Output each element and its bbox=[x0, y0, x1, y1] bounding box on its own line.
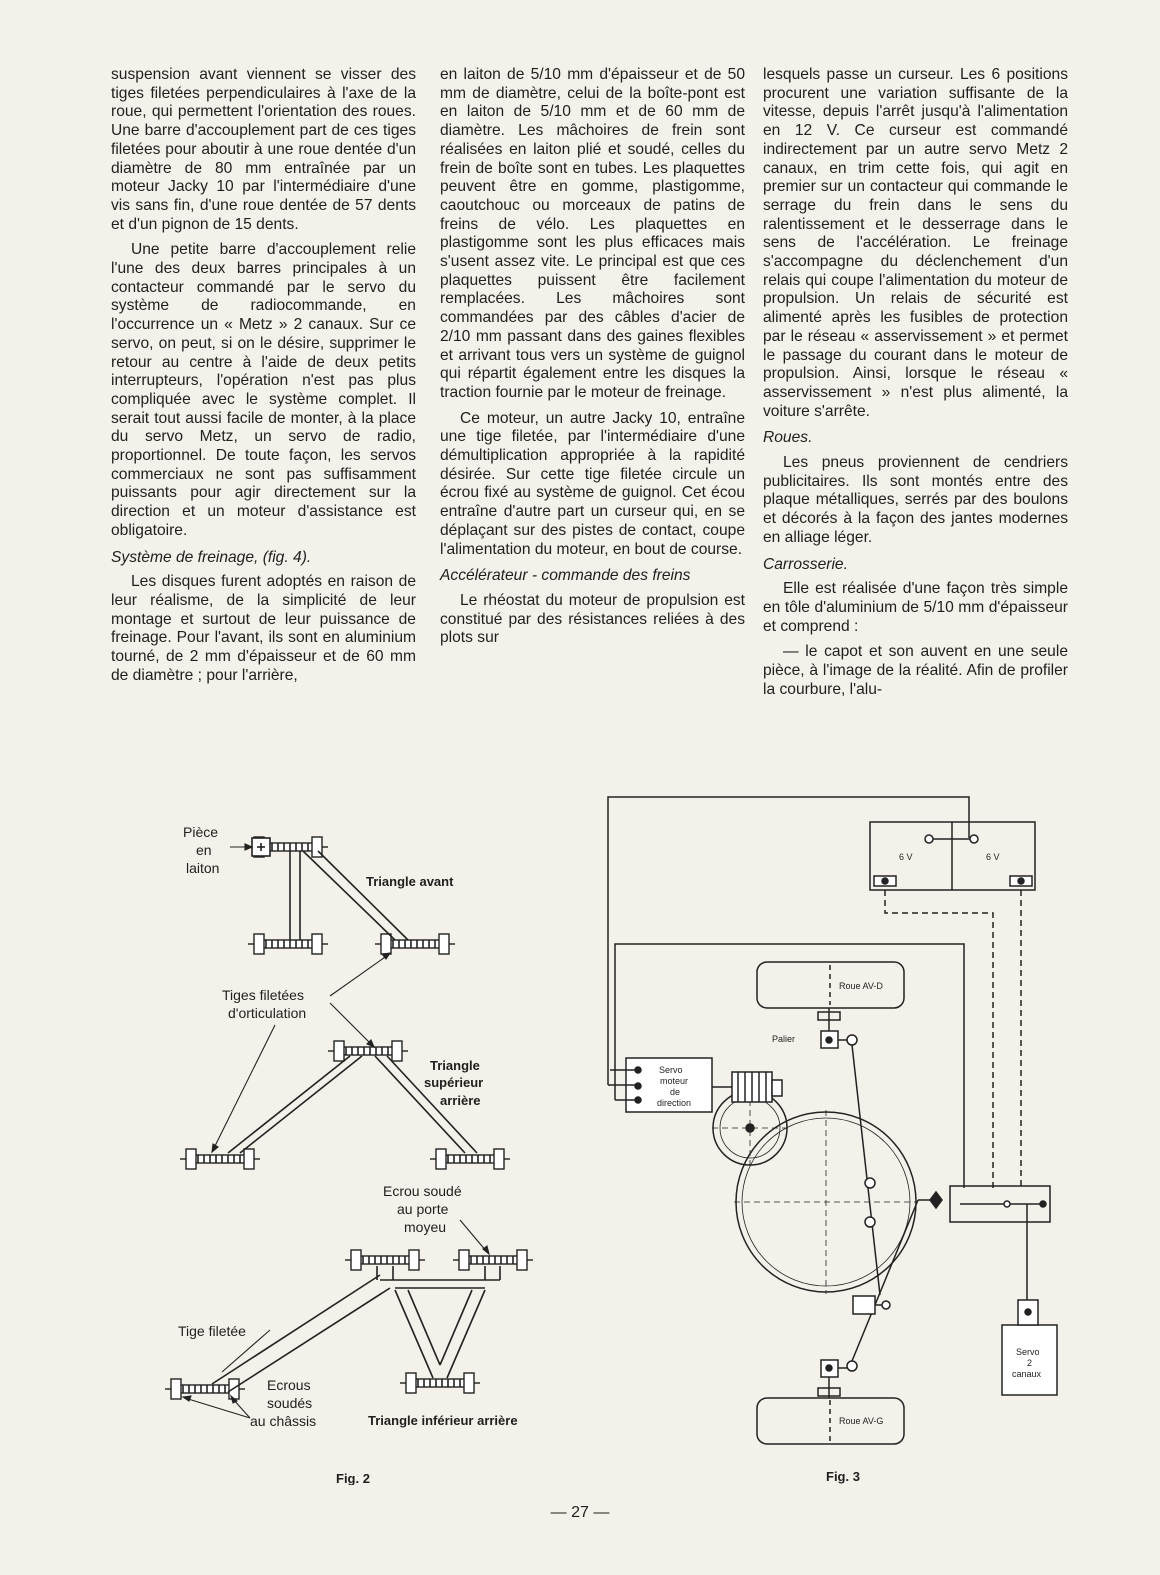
paragraph: suspension avant viennent se visser des tiges filetées perpendiculaires à l'axe de la roue, qui permettent l'orientation des roues. Une barre d'accouplement part de ces tiges filetées pour aboutir à une roue dentée d'un diamètre de 80 mm entraînée par un moteur Jacky 10 par l'intermédiaire d'une vis sans fin, d'une roue dentée de 57 dents et d'un pignon de 15 dents. bbox=[111, 66, 416, 233]
label-piece: en bbox=[196, 842, 212, 858]
label-triangle-sup: Triangle bbox=[430, 1058, 480, 1073]
label-triangle-sup: arrière bbox=[440, 1093, 481, 1108]
label-triangle-sup: supérieur bbox=[424, 1075, 484, 1090]
label-roue-avd: Roue AV-D bbox=[839, 981, 883, 991]
label-servo-2: Servo bbox=[1016, 1347, 1040, 1357]
paragraph: Les disques furent adoptés en raison de leur réalisme, de la simplicité de leur montage et surtout de leur puissance de freinage. Pour l'avant, ils sont en aluminium tourné, de 2 mm d'épaisseur et de 60 mm de diamètre ; pour l'arrière, bbox=[111, 573, 416, 684]
fig3-diagram bbox=[608, 797, 1057, 1444]
label-servo-dir: moteur bbox=[660, 1076, 689, 1086]
triangle-avant bbox=[248, 837, 455, 954]
label-piece: Pièce bbox=[183, 824, 219, 840]
label-batt-right: 6 V bbox=[986, 852, 1000, 862]
text-column-2 bbox=[440, 66, 745, 655]
paragraph: — le capot et son auvent en une seule pièce, à l'image de la réalité. Afin de profiler la courbure, l'alu- bbox=[763, 643, 1068, 698]
label-triangle-inf: Triangle inférieur arrière bbox=[368, 1413, 518, 1428]
text-column-1 bbox=[111, 66, 416, 693]
text-column-3 bbox=[763, 66, 1068, 707]
label-ecrou: au porte bbox=[397, 1201, 449, 1217]
label-palier: Palier bbox=[772, 1034, 796, 1044]
label-ecrou: Ecrou soudé bbox=[383, 1183, 462, 1199]
section-heading: Roues. bbox=[763, 429, 813, 447]
section-heading: Système de freinage, (fig. 4). bbox=[111, 548, 312, 566]
section-heading: Accélérateur - commande des freins bbox=[440, 567, 691, 585]
paragraph: lesquels passe un curseur. Les 6 positions procurent une variation suffisante de la vitesse, depuis l'arrêt jusqu'à l'alimentation en 12 V. Ce curseur est commandé indirectement par un autre servo Metz 2 canaux, en trim cette fois, qui agit en premier sur un contacteur qui commande le serrage du frein dans le sens du ralentissement et le desserrage dans le sens de l'accélération. Le freinage s'accompagne du déclenchement d'un relais qui coupe l'alimentation du moteur de propulsion. Un relais de sécurité est alimenté après les fusibles de protection par le réseau « asservissement » et permet le passage du courant dans le moteur de propulsion. Ainsi, lorsque le réseau « asservissement » n'est plus alimenté, la voiture s'arrête. bbox=[763, 66, 1068, 420]
label-batt-left: 6 V bbox=[899, 852, 913, 862]
figures bbox=[0, 785, 1160, 1485]
fig2-diagram bbox=[165, 824, 533, 1485]
page-number: — 27 — bbox=[550, 1504, 610, 1521]
paragraph: Le rhéostat du moteur de propulsion est constitué par des résistances reliées à des plots sur bbox=[440, 591, 745, 647]
label-piece: laiton bbox=[186, 860, 220, 876]
label-triangle-avant: Triangle avant bbox=[366, 874, 454, 889]
label-servo-dir: direction bbox=[657, 1098, 692, 1108]
label-ecrous: Ecrous bbox=[267, 1377, 311, 1393]
label-tiges: d'orticulation bbox=[228, 1005, 307, 1021]
paragraph: Une petite barre d'accouplement relie l'une des deux barres principales à un contacteur commandé par le servo du système de radiocommande, en l'occurrence un « Metz » 2 canaux. Sur ce servo, on peut, si on le désire, supprimer le retour au centre à l'aide de deux petits interrupteurs, l'opération n'est pas plus compliquée avec le système complet. Il serait tout aussi facile de monter, à la place du servo Metz, un servo de radio, proportionnel. De toute façon, les servos commerciaux ne sont pas suffisamment puissants pour agir directement sur la direction et un moteur d'assistance est obligatoire. bbox=[111, 241, 416, 539]
label-ecrou: moyeu bbox=[404, 1219, 447, 1235]
fig3-labels bbox=[657, 852, 1042, 1484]
label-servo-dir: Servo bbox=[659, 1065, 683, 1075]
fig3-caption: Fig. 3 bbox=[826, 1469, 860, 1484]
label-servo-dir: de bbox=[670, 1087, 681, 1097]
label-roue-avg: Roue AV-G bbox=[839, 1416, 884, 1426]
label-tige-filetee: Tige filetée bbox=[178, 1323, 246, 1339]
label-servo-2: canaux bbox=[1012, 1369, 1042, 1379]
paragraph: Elle est réalisée d'une façon très simple en tôle d'aluminium de 5/10 mm d'épaisseur et comprend : bbox=[763, 580, 1068, 635]
paragraph: Les pneus proviennent de cendriers publicitaires. Ils sont montés entre des plaque métalliques, serrés par des boulons et décorés à la façon des jantes modernes en alliage léger. bbox=[763, 454, 1068, 546]
section-heading: Carrosserie. bbox=[763, 555, 848, 573]
paragraph: en laiton de 5/10 mm d'épaisseur et de 50 mm de diamètre, celui de la boîte-pont est en laiton de 5/10 mm et de 60 mm de diamètre. Les mâchoires de frein sont réalisées en laiton plié et soudé, celles du frein de boîte sont en tubes. Les plaquettes peuvent être en gomme, plastigomme, caoutchouc ou morceaux de patins de freins de vélo. Les plaquettes en plastigomme sont les plus efficaces mais s'usent assez vite. Le principal est que ces plaquettes puissent être facilement remplacées. Les mâchoires sont commandées par des câbles d'acier de 2/10 mm passant dans des gaines flexibles et arrivant tous vers un système de guignol qui répartit également entre les disques la traction fournie par le moteur de freinage. bbox=[440, 66, 745, 401]
label-ecrous: au châssis bbox=[250, 1413, 317, 1429]
fig2-caption: Fig. 2 bbox=[336, 1471, 370, 1485]
label-ecrous: soudés bbox=[267, 1395, 313, 1411]
label-servo-2: 2 bbox=[1027, 1358, 1033, 1368]
paragraph: Ce moteur, un autre Jacky 10, entraîne une tige filetée, par l'intermédiaire d'une démultiplication appropriée à la rapidité désirée. Sur cette tige filetée circule un écrou fixé au système de guignol. Cet écou entraîne d'autre part un curseur qui, en se déplaçant sur des pistes de contact, coupe l'alimentation du moteur, en bout de course. bbox=[440, 409, 745, 558]
label-tiges: Tiges filetées bbox=[222, 987, 304, 1003]
